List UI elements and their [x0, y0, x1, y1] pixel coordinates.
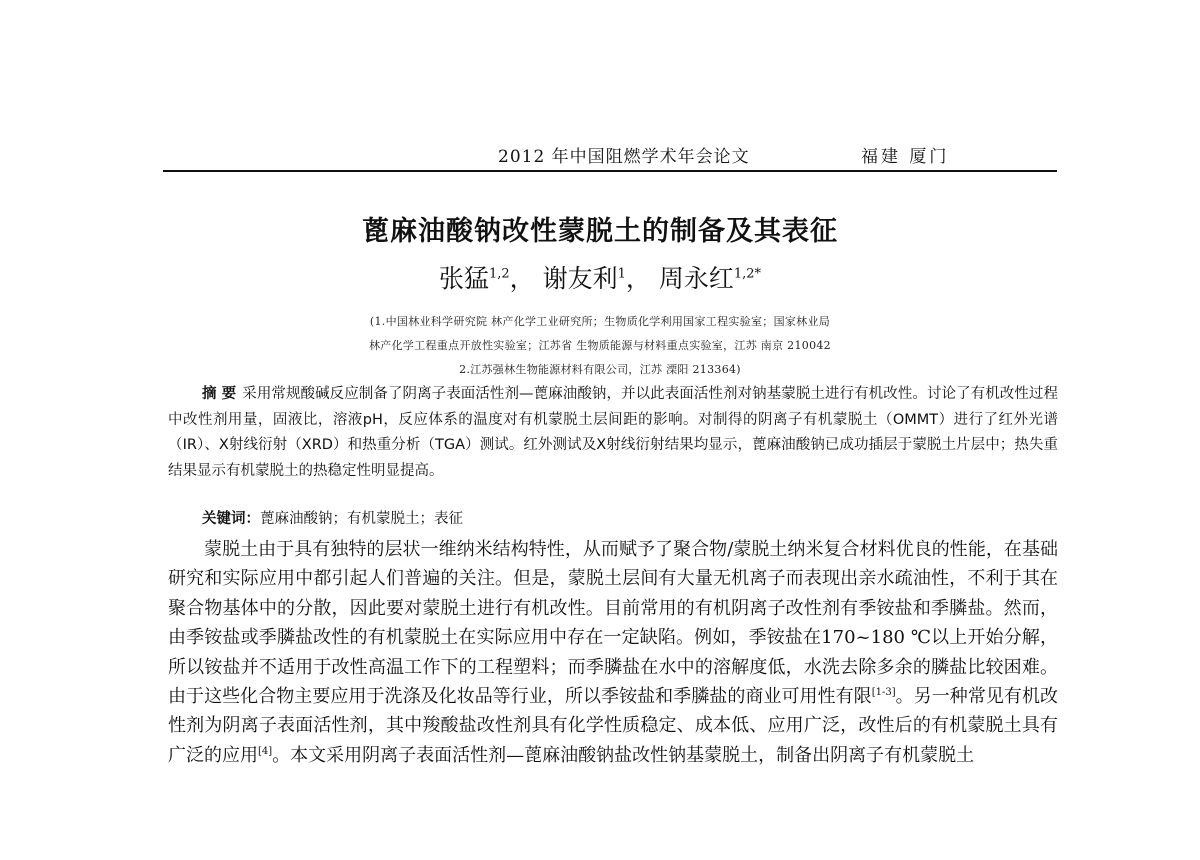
- paper-title: 蓖麻油酸钠改性蒙脱土的制备及其表征: [362, 216, 838, 247]
- author-affiliation-mark: 1,2: [488, 266, 510, 282]
- body-text: 。另一种常见有机改性剂为阴离子表面活性剂，其中羧酸盐改性剂具有化学性质稳定、成本低、应用广泛，改性后的有机蒙脱土具有广泛的应用: [168, 686, 1059, 766]
- affiliation-line: (1.中国林业科学研究院 林产化学工业研究所；生物质化学利用国家工程实验室；国家林业局: [369, 315, 831, 328]
- author-name: 张猛: [438, 264, 489, 293]
- author-separator: ，: [509, 264, 535, 293]
- body-text: 蒙脱土由于具有独特的层状一维纳米结构特性，从而赋予了聚合物/蒙脱土纳米复合材料优良的性能，在基础研究和实际应用中都引起人们普遍的关注。但是，蒙脱土层间有大量无机离子而表现出亲水疏油性，不利于其在聚合物基体中的分散，因此要对蒙脱土进行有机改性。目前常用的有机阴离子改性剂有季铵盐和季膦盐。然而，由季铵盐或季膦盐改性的有机蒙脱土在实际应用中存在一定缺陷。例如，季铵盐在170~180 ℃以上开始分解，所以铵盐并不适用于改性高温工作下的工程塑料；而季膦盐在水中的溶解度低，水洗去除多余的膦盐比较困难。由于这些化合物主要应用于洗涤及化妆品等行业，所以季铵盐和季膦盐的商业可用性有限: [168, 539, 1058, 708]
- author-name: 周永红: [658, 264, 734, 293]
- citation-ref: [1-3]: [871, 687, 896, 699]
- keywords: [202, 507, 463, 528]
- body-text: 。本文采用阴离子表面活性剂—蓖麻油酸钠盐改性钠基蒙脱土，制备出阴离子有机蒙脱土: [272, 744, 975, 766]
- conference-name: 2012 年中国阻燃学术年会论文: [498, 147, 750, 167]
- citation-ref: [4]: [258, 745, 273, 757]
- keywords-label: 关键词：: [202, 511, 260, 527]
- keywords-text: 蓖麻油酸钠；有机蒙脱土；表征: [260, 511, 463, 527]
- author-affiliation-mark: 1: [617, 266, 626, 282]
- author-affiliation-mark: 1,2*: [733, 266, 762, 282]
- running-header: [163, 140, 1057, 172]
- affiliation-line: 林产化学工程重点开放性实验室；江苏省 生物质能源与材料重点实验室，江苏 南京 210042: [369, 339, 831, 352]
- author-separator: ，: [625, 264, 651, 293]
- author-list: [0, 259, 1200, 295]
- abstract-label: 摘 要: [202, 386, 237, 402]
- body-paragraph: [168, 535, 1058, 770]
- abstract: [168, 382, 1058, 485]
- abstract-text: 采用常规酸碱反应制备了阴离子表面活性剂—蓖麻油酸钠，并以此表面活性剂对钠基蒙脱土进行有机改性。讨论了有机改性过程中改性剂用量，固液比，溶液pH，反应体系的温度对有机蒙脱土层间距的影响。对制得的阴离子有机蒙脱土（OMMT）进行了红外光谱（IR）、X射线衍射（XRD）和热重分析（TGA）测试。红外测试及X射线衍射结果均显示，蓖麻油酸钠已成功插层于蒙脱土片层中；热失重结果显示有机蒙脱土的热稳定性明显提高。: [168, 386, 1058, 480]
- author-name: 谢友利: [542, 264, 618, 293]
- conference-location: 福建 厦门: [861, 147, 950, 167]
- affiliation-line: 2.江苏强林生物能源材料有限公司，江苏 溧阳 213364): [459, 363, 741, 376]
